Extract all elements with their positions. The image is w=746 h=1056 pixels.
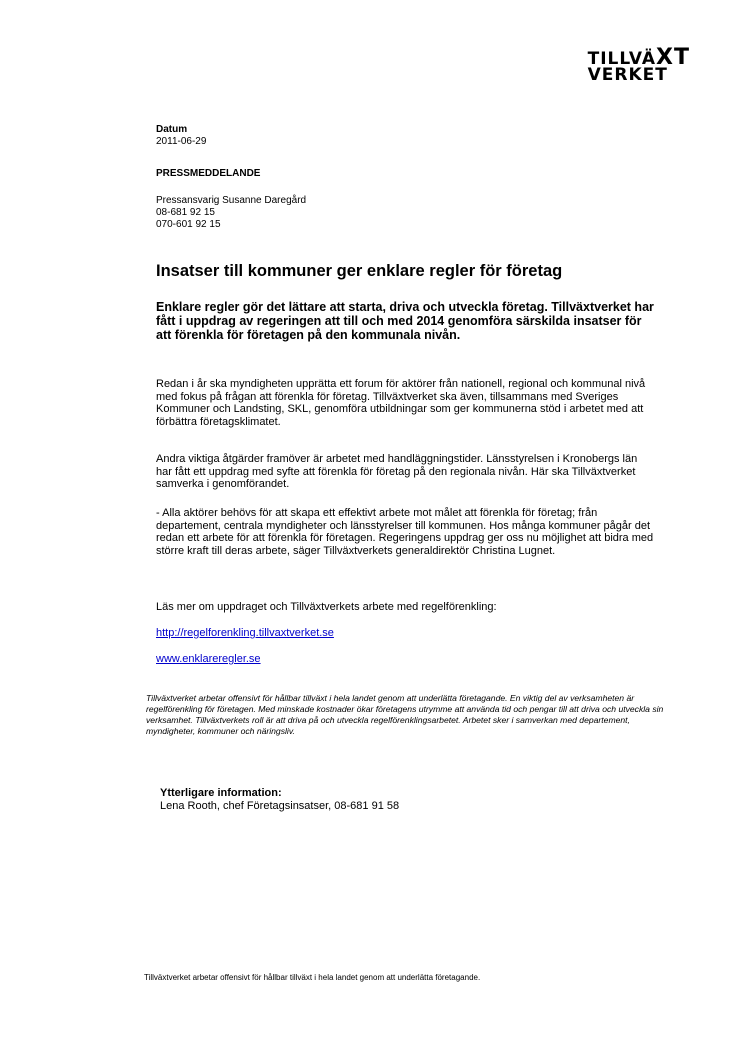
logo-line2: VERKET	[587, 65, 668, 86]
date-label: Datum	[156, 124, 188, 135]
enklareregler-link[interactable]: www.enklareregler.se	[156, 653, 261, 665]
document-type: PRESSMEDDELANDE	[156, 168, 261, 179]
regelforenkling-link[interactable]: http://regelforenkling.tillvaxtverket.se	[156, 627, 334, 639]
logo-line1-prefix: TILLVÄ	[587, 49, 657, 69]
about-tillvaxtverket: Tillväxtverket arbetar offensivt för hållbar tillväxt i hela landet genom att underlätta företagande. En viktig del av verksamheten är regelförenkling för företagen. Med minskade kostnader ökar företagens utrymme att använda tid och pengar till att driva och utveckla sin verksamhet. Tillväxtverkets roll är att driva på och utveckla regelförenklingsarbetet. Arbetet sker i samverkan med departement, myndigheter, kommuner och näringsliv.	[146, 693, 664, 736]
press-contact-phone: 08-681 92 15	[156, 207, 215, 218]
press-contact-name: Pressansvarig Susanne Daregård	[156, 195, 307, 206]
more-info-contact: Lena Rooth, chef Företagsinsatser, 08-681 91 58	[160, 800, 400, 812]
more-information	[160, 787, 399, 813]
headline: Insatser till kommuner ger enklare regler för företag	[156, 262, 563, 280]
press-contact-mobile: 070-601 92 15	[156, 219, 221, 230]
logo-line1-suffix: XT	[656, 45, 690, 70]
body-paragraph-3: - Alla aktörer behövs för att skapa ett effektivt arbete mot målet att förenkla för företag; från departement, centrala myndigheter och länsstyrelser till kommunen. Hos många kommuner pågår det redan ett arbete för att förenkla för företagen. Regeringens uppdrag ger oss nu möjlighet att bidra med större kraft till deras arbete, säger Tillväxtverkets generaldirektör Christina Lugnet.	[156, 507, 654, 557]
press-contact	[156, 195, 656, 231]
more-info-label: Ytterligare information:	[160, 787, 282, 799]
body-paragraph-1: Redan i år ska myndigheten upprätta ett forum för aktörer från nationell, regional och kommunal nivå med fokus på frågan att förenkla för företag. Tillväxtverket ska även, tillsammans med Sveriges Kommuner och Landsting, SKL, genomföra utbildningar som ger kommunerna stöd i arbetet med att förbättra företagsklimatet.	[156, 378, 646, 428]
page-footer: Tillväxtverket arbetar offensivt för hållbar tillväxt i hela landet genom att underlätta företagande.	[144, 973, 481, 982]
lead-paragraph: Enklare regler gör det lättare att starta, driva och utveckla företag. Tillväxtverket har fått i uppdrag av regeringen att till och med 2014 genomföra särskilda insatser för att förenkla för företagen på den kommunala nivån.	[156, 300, 654, 342]
read-more-text: Läs mer om uppdraget och Tillväxtverkets arbete med regelförenkling:	[156, 601, 497, 613]
body-paragraph-2: Andra viktiga åtgärder framöver är arbetet med handläggningstider. Länsstyrelsen i Kronobergs län har fått ett uppdrag med syfte att förenkla för företag på den regionala nivån. Här ska Tillväxtverket samverka i genomförandet.	[156, 453, 638, 490]
tillvaxtverket-logo	[587, 45, 690, 86]
date-value: 2011-06-29	[156, 136, 207, 147]
